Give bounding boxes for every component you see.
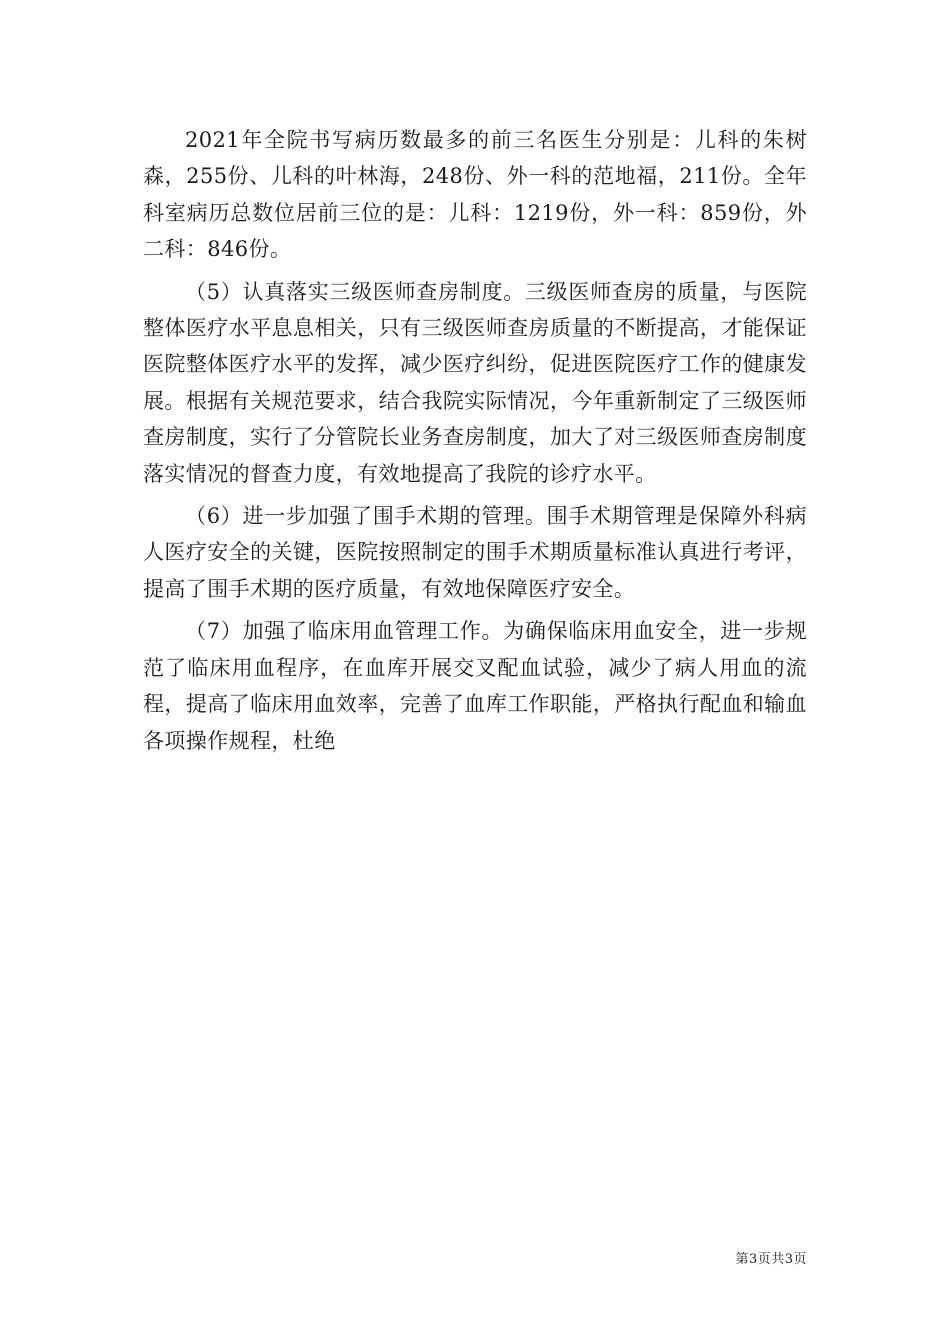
document-body	[143, 122, 807, 765]
page-number-footer: 第3页共3页	[735, 1252, 807, 1267]
paragraph-ward-rounds: （5）认真落实三级医师查房制度。三级医师查房的质量，与医院整体医疗水平息息相关，只有三级医师查房质量的不断提高，才能保证医院整体医疗水平的发挥，减少医疗纠纷，促进医院医疗工作的健康发展。根据有关规范要求，结合我院实际情况，今年重新制定了三级医师查房制度，实行了分管院长业务查房制度，加大了对三级医师查房制度落实情况的督查力度，有效地提高了我院的诊疗水平。	[143, 279, 807, 486]
paragraph-perioperative: （6）进一步加强了围手术期的管理。围手术期管理是保障外科病人医疗安全的关键，医院按照制定的围手术期质量标准认真进行考评，提高了围手术期的医疗质量，有效地保障医疗安全。	[143, 504, 807, 601]
paragraph-blood-management: （7）加强了临床用血管理工作。为确保临床用血安全，进一步规范了临床用血程序，在血库开展交叉配血试验，减少了病人用血的流程，提高了临床用血效率，完善了血库工作职能，严格执行配血和输血各项操作规程，杜绝	[143, 619, 807, 753]
paragraph-record-stats: 2021年全院书写病历数最多的前三名医生分别是：儿科的朱树森，255份、儿科的叶林海，248份、外一科的范地福，211份。全年科室病历总数位居前三位的是：儿科：1219份，外一科：859份，外二科：846份。	[143, 128, 807, 262]
